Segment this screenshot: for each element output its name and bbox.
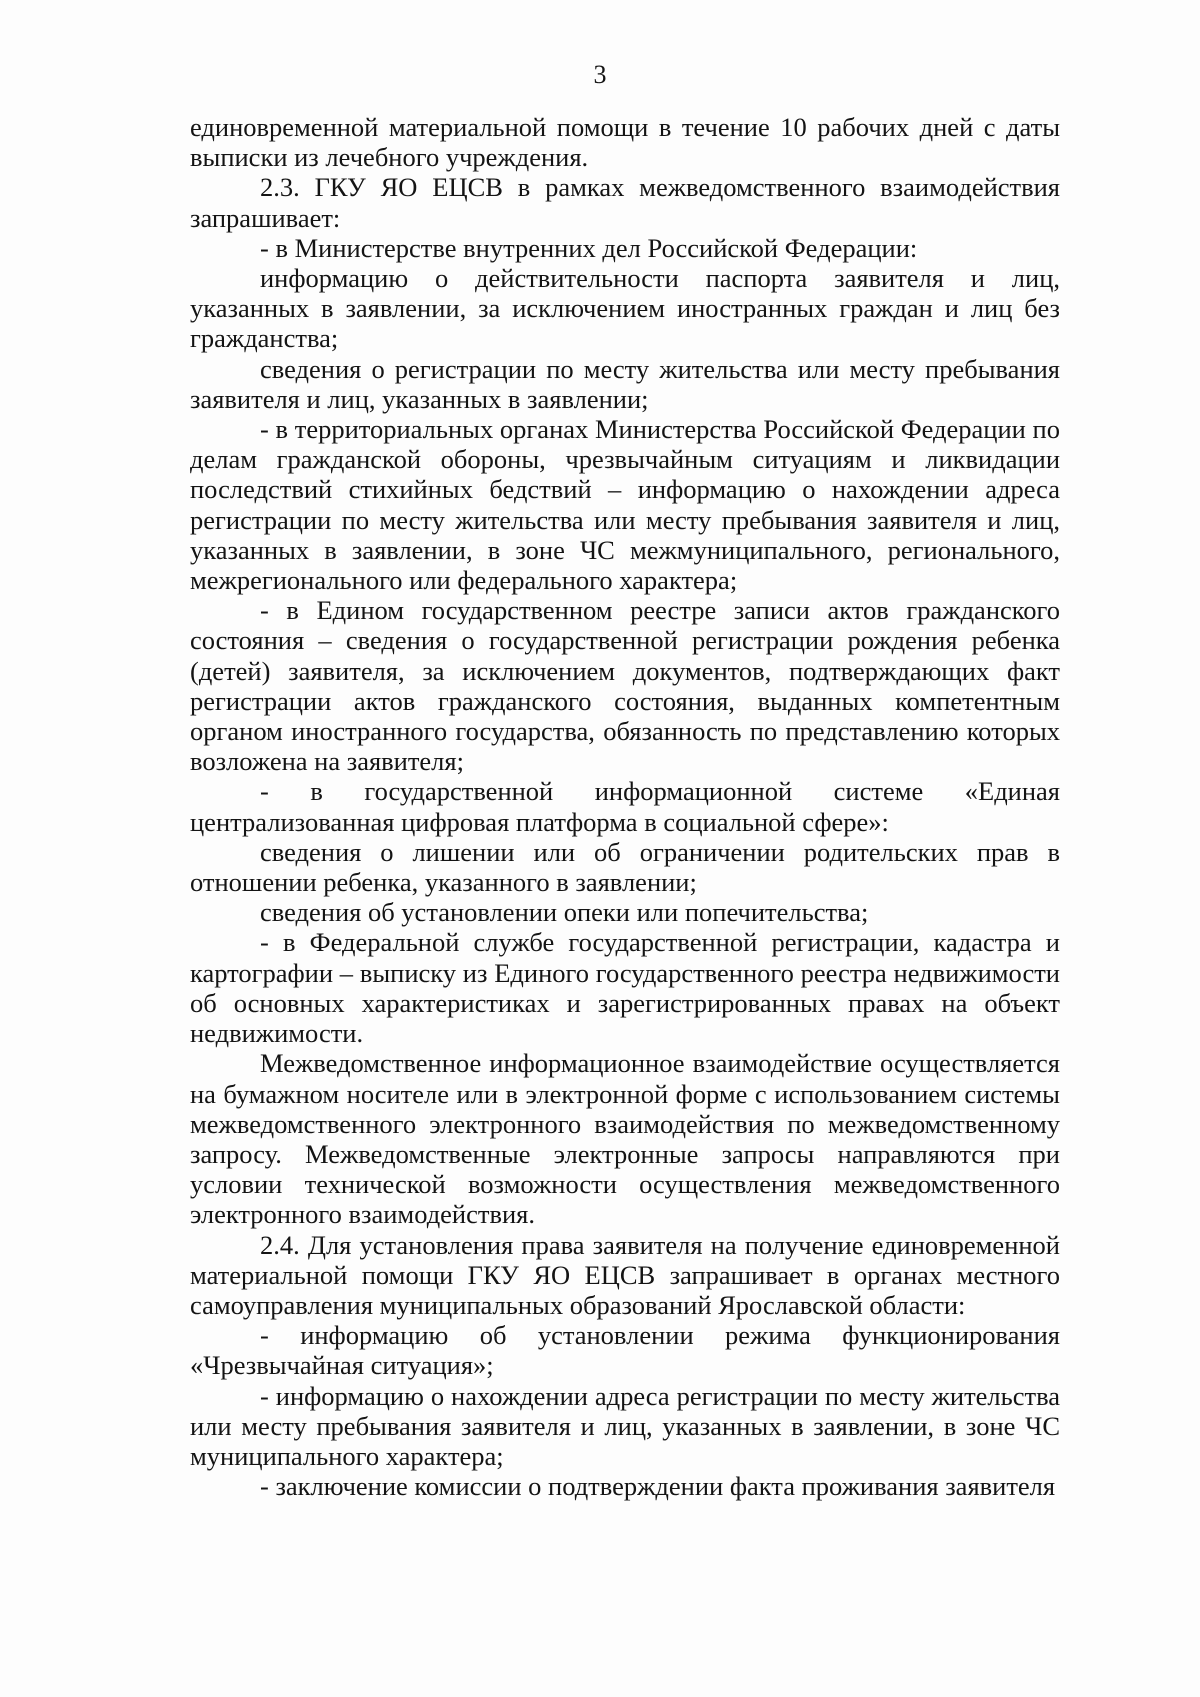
paragraph-registration-info: сведения о регистрации по месту жительства или месту пребывания заявителя и лиц, указанных в заявлении; xyxy=(190,353,1060,414)
paragraph-rosreestr: - в Федеральной службе государственной регистрации, кадастра и картографии – выписку из Единого государственного реестра недвижимости об основных характеристиках и зарегистрированных правах на объект недвижимости. xyxy=(190,927,1060,1049)
paragraph-zags-registry: - в Едином государственном реестре записи актов гражданского состояния – сведения о государственной регистрации рождения ребенка (детей) заявителя, за исключением документов, подтверждающих факт регистрации актов гражданского состояния, выданных компетентным органом иностранного государства, обязанность по представлению которых возложена на заявителя; xyxy=(190,595,1060,777)
paragraph-parental-rights: сведения о лишении или об ограничении родительских прав в отношении ребенка, указанного в заявлении; xyxy=(190,836,1060,898)
paragraph-emergency-regime: - информацию об установлении режима функционирования «Чрезвычайная ситуация»; xyxy=(190,1320,1060,1381)
paragraph-emergency-zone: - информацию о нахождении адреса регистрации по месту жительства или месту пребывания заявителя и лиц, указанных в заявлении, в зоне ЧС муниципального характера; xyxy=(190,1380,1060,1471)
paragraph-egisso: - в государственной информационной системе «Единая централизованная цифровая платформа в социальной сфере»: xyxy=(190,776,1060,837)
paragraph-mchs: - в территориальных органах Министерства Российской Федерации по делам гражданской обороны, чрезвычайным ситуациям и ликвидации последствий стихийных бедствий – информацию о нахождении адреса регистрации по месту жительства или месту пребывания заявителя и лиц, указанных в заявлении, в зоне ЧС межмуниципального, регионального, межрегионального или федерального характера; xyxy=(190,414,1060,596)
paragraph-passport-info: информацию о действительности паспорта заявителя и лиц, указанных в заявлении, за исключением иностранных граждан и лиц без гражданства; xyxy=(190,263,1060,354)
paragraph-continuation: единовременной материальной помощи в течение 10 рабочих дней с даты выписки из лечебного учреждения. xyxy=(190,112,1060,173)
document-body xyxy=(190,112,1060,1501)
paragraph-mvd: - в Министерстве внутренних дел Российской Федерации: xyxy=(260,232,918,263)
paragraph-commission-conclusion: - заключение комиссии о подтверждении факта проживания заявителя xyxy=(260,1471,1056,1502)
paragraph-interagency-interaction: Межведомственное информационное взаимодействие осуществляется на бумажном носителе или в электронной форме с использованием системы межведомственного электронного взаимодействия по межведомственному запросу. Межведомственные электронные запросы направляются при условии технической возможности осуществления межведомственного электронного взаимодействия. xyxy=(190,1048,1060,1230)
paragraph-guardianship: сведения об установлении опеки или попечительства; xyxy=(260,897,869,928)
page-number: 3 xyxy=(593,60,607,89)
paragraph-section-2-3: 2.3. ГКУ ЯО ЕЦСВ в рамках межведомственного взаимодействия запрашивает: xyxy=(190,172,1060,233)
paragraph-section-2-4: 2.4. Для установления права заявителя на получение единовременной материальной помощи ГКУ ЯО ЕЦСВ запрашивает в органах местного самоуправления муниципальных образований Ярославской области: xyxy=(190,1229,1060,1320)
